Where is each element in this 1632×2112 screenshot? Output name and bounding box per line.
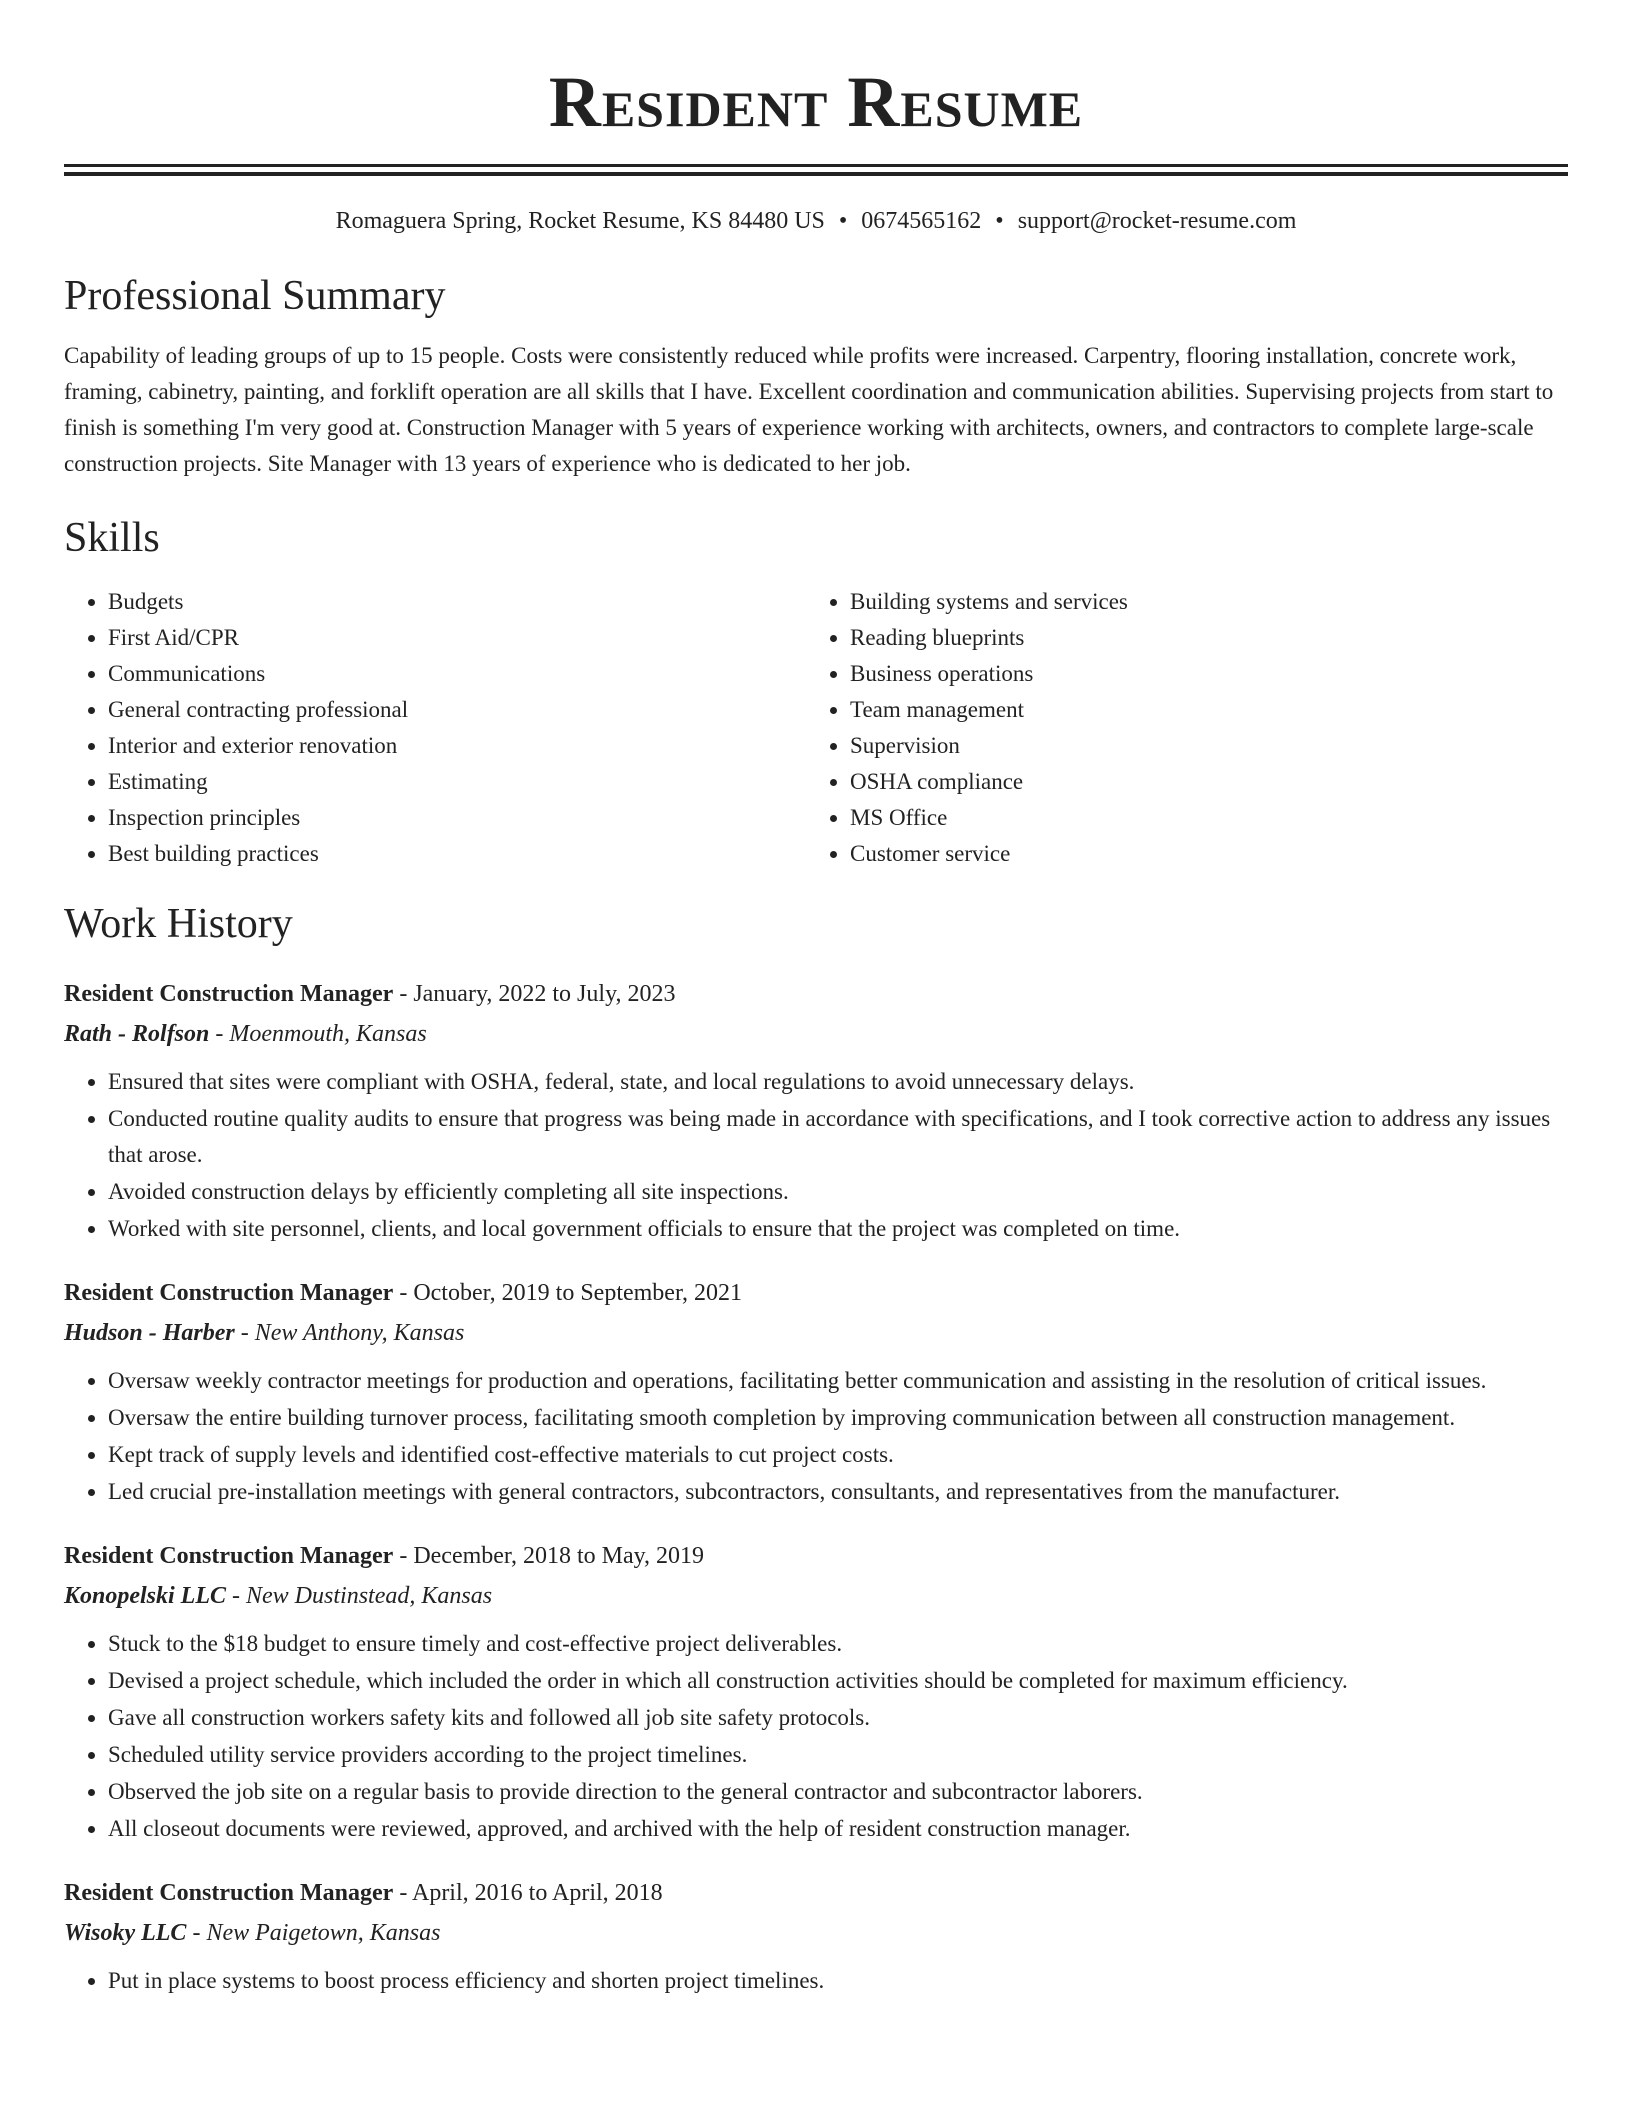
contact-phone: 0674565162 bbox=[861, 208, 982, 234]
skill-item: • Building systems and services bbox=[850, 584, 1548, 620]
job-entry bbox=[64, 1273, 1568, 1510]
job-company-line: Hudson - Harber - New Anthony, Kansas bbox=[64, 1320, 465, 1346]
job-bullet: • Gave all construction workers safety kits and followed all job site safety protocols. bbox=[108, 1700, 1568, 1736]
job-bullet: • Put in place systems to boost process efficiency and shorten project timelines. bbox=[108, 1963, 1568, 1999]
job-title: Resident Construction Manager bbox=[64, 981, 394, 1007]
contact-separator: • bbox=[995, 208, 1004, 234]
job-company-line: Wisoky LLC - New Paigetown, Kansas bbox=[64, 1920, 441, 1946]
job-company: Wisoky LLC bbox=[64, 1920, 187, 1946]
job-bullet: • Kept track of supply levels and identified cost-effective materials to cut project costs. bbox=[108, 1437, 1568, 1473]
work-history-heading: Work History bbox=[64, 901, 293, 947]
job-bullet: • Scheduled utility service providers according to the project timelines. bbox=[108, 1737, 1568, 1773]
job-entry bbox=[64, 974, 1568, 1247]
job-bullet: • Led crucial pre-installation meetings with general contractors, subcontractors, consultants, and representatives from the manufacturer. bbox=[108, 1474, 1568, 1510]
job-location: Moenmouth, Kansas bbox=[229, 1021, 427, 1047]
job-location: New Anthony, Kansas bbox=[254, 1320, 465, 1346]
skill-item: • MS Office bbox=[850, 800, 1548, 836]
skill-item: • Communications bbox=[108, 656, 806, 692]
skill-item: • Inspection principles bbox=[108, 800, 806, 836]
job-bullet: • Conducted routine quality audits to ensure that progress was being made in accordance with specifications, and I took corrective action to address any issues that arose. bbox=[108, 1101, 1568, 1173]
skill-item: • Estimating bbox=[108, 764, 806, 800]
job-title: Resident Construction Manager bbox=[64, 1543, 394, 1569]
job-bullet: • Oversaw weekly contractor meetings for production and operations, facilitating better communication and assisting in the resolution of critical issues. bbox=[108, 1363, 1568, 1399]
job-title-line: Resident Construction Manager - December, 2018 to May, 2019 bbox=[64, 1543, 705, 1569]
job-company: Rath - Rolfson bbox=[64, 1021, 210, 1047]
skill-item: • OSHA compliance bbox=[850, 764, 1548, 800]
skill-item: • General contracting professional bbox=[108, 692, 806, 728]
job-bullets bbox=[64, 1626, 1568, 1847]
job-location: New Dustinstead, Kansas bbox=[246, 1583, 493, 1609]
skill-item: • Best building practices bbox=[108, 836, 806, 872]
contact-address: Romaguera Spring, Rocket Resume, KS 84480 US bbox=[335, 208, 825, 234]
contact-separator: • bbox=[838, 208, 848, 234]
job-bullet: • Worked with site personnel, clients, and local government officials to ensure that the project was completed on time. bbox=[108, 1211, 1568, 1247]
job-title-line: Resident Construction Manager - January, 2022 to July, 2023 bbox=[64, 981, 676, 1007]
resume-page bbox=[64, 0, 1568, 2000]
resume-title: Resident Resume bbox=[548, 62, 1084, 142]
job-bullet: • Oversaw the entire building turnover process, facilitating smooth completion by improving communication between all construction management. bbox=[108, 1400, 1568, 1436]
job-title: Resident Construction Manager bbox=[64, 1280, 394, 1306]
job-bullets bbox=[64, 1064, 1568, 1247]
job-dates: April, 2016 to April, 2018 bbox=[411, 1880, 663, 1906]
job-bullet: • Stuck to the $18 budget to ensure timely and cost-effective project deliverables. bbox=[108, 1626, 1568, 1662]
skill-item: • First Aid/CPR bbox=[108, 620, 806, 656]
skill-item: • Budgets bbox=[108, 584, 806, 620]
title-divider bbox=[64, 164, 1568, 176]
skills-heading: Skills bbox=[64, 515, 160, 561]
job-title-line: Resident Construction Manager - April, 2016 to April, 2018 bbox=[64, 1880, 663, 1906]
job-dates: December, 2018 to May, 2019 bbox=[413, 1543, 705, 1569]
summary-text: Capability of leading groups of up to 15 people. Costs were consistently reduced while profits were increased. Carpentry, flooring installation, concrete work, framing, cabinetry, painting, and forklift operation are all skills that I have. Excellent coordination and communication abilities. Supervising projects from start to finish is something I'm very good at. Construction Manager with 5 years of experience working with architects, owners, and contractors to complete large-scale construction projects. Site Manager with 13 years of experience who is dedicated to her job. bbox=[64, 343, 1554, 476]
skill-item: • Business operations bbox=[850, 656, 1548, 692]
skill-item: • Supervision bbox=[850, 728, 1548, 764]
skill-item: • Interior and exterior renovation bbox=[108, 728, 806, 764]
job-dates: January, 2022 to July, 2023 bbox=[413, 981, 676, 1007]
skill-item: • Reading blueprints bbox=[850, 620, 1548, 656]
job-company: Hudson - Harber bbox=[64, 1320, 235, 1346]
contact-line bbox=[64, 204, 1568, 238]
job-bullets bbox=[64, 1963, 1568, 1999]
skills-column-right bbox=[806, 584, 1548, 872]
summary-heading: Professional Summary bbox=[64, 273, 446, 319]
job-bullet: • Observed the job site on a regular basis to provide direction to the general contractor and subcontractor laborers. bbox=[108, 1774, 1568, 1810]
job-dates: October, 2019 to September, 2021 bbox=[413, 1280, 742, 1306]
skill-item: • Customer service bbox=[850, 836, 1548, 872]
contact-email: support@rocket-resume.com bbox=[1017, 208, 1297, 234]
job-bullets bbox=[64, 1363, 1568, 1510]
job-company-line: Rath - Rolfson - Moenmouth, Kansas bbox=[64, 1021, 427, 1047]
job-entry bbox=[64, 1536, 1568, 1847]
skill-item: • Team management bbox=[850, 692, 1548, 728]
job-bullet: • Ensured that sites were compliant with OSHA, federal, state, and local regulations to avoid unnecessary delays. bbox=[108, 1064, 1568, 1100]
job-title: Resident Construction Manager bbox=[64, 1880, 394, 1906]
skills-column-left bbox=[64, 584, 806, 872]
job-title-line: Resident Construction Manager - October, 2019 to September, 2021 bbox=[64, 1280, 742, 1306]
job-bullet: • All closeout documents were reviewed, approved, and archived with the help of resident construction manager. bbox=[108, 1811, 1568, 1847]
job-location: New Paigetown, Kansas bbox=[206, 1920, 441, 1946]
job-bullet: • Avoided construction delays by efficiently completing all site inspections. bbox=[108, 1174, 1568, 1210]
job-company: Konopelski LLC bbox=[64, 1583, 227, 1609]
job-bullet: • Devised a project schedule, which included the order in which all construction activities should be completed for maximum efficiency. bbox=[108, 1663, 1568, 1699]
job-company-line: Konopelski LLC - New Dustinstead, Kansas bbox=[64, 1583, 493, 1609]
job-entry bbox=[64, 1873, 1568, 1999]
skills-list bbox=[64, 584, 1568, 872]
